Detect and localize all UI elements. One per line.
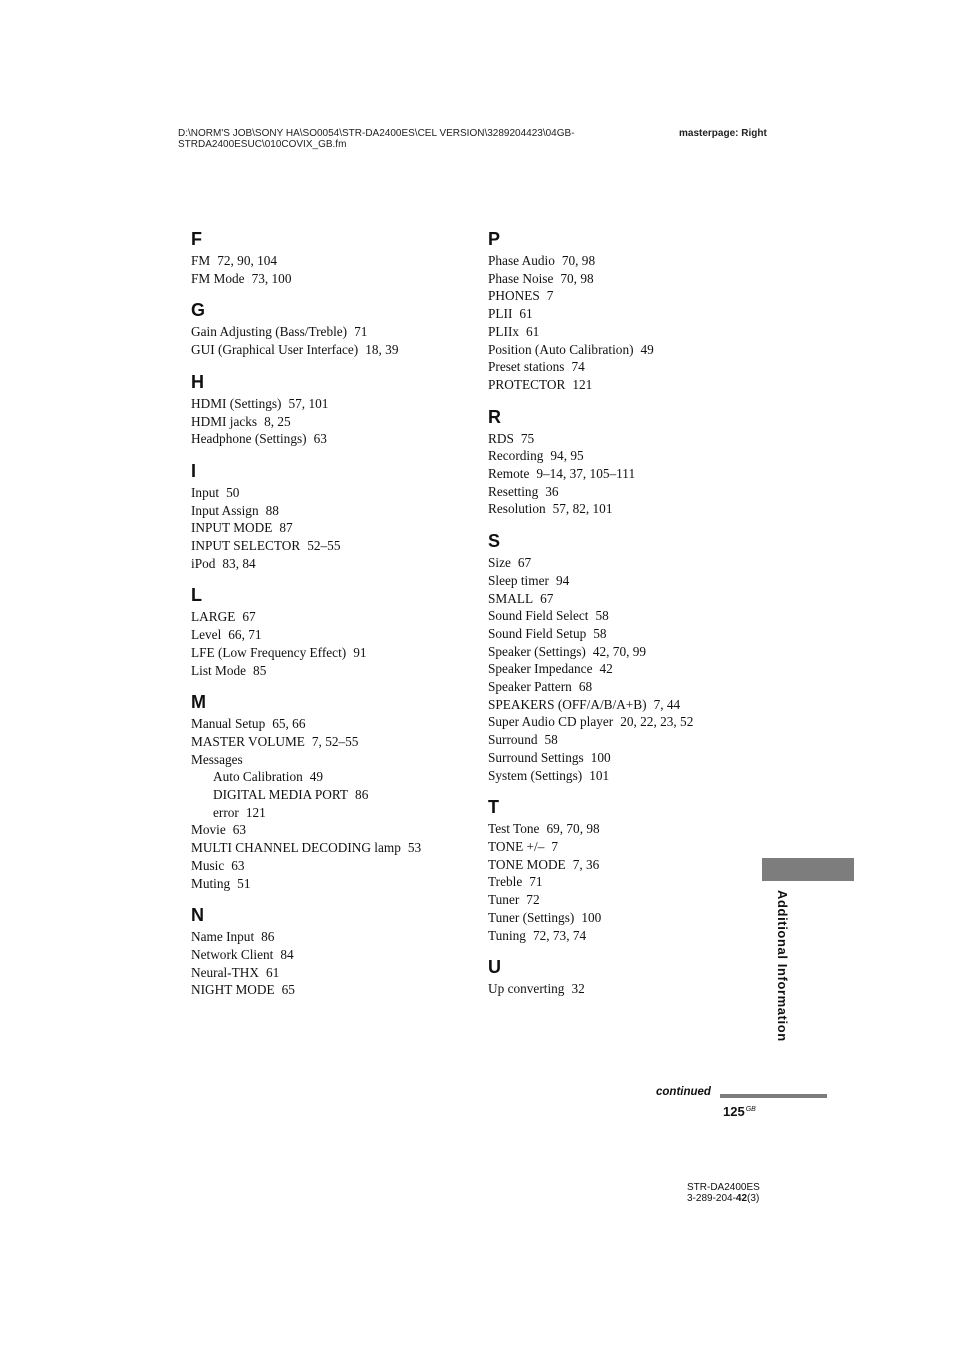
footer-model-info xyxy=(687,1182,760,1204)
index-entry xyxy=(488,678,758,696)
index-term: PLII xyxy=(488,306,513,322)
index-entry xyxy=(488,607,758,625)
index-term: PHONES xyxy=(488,288,540,304)
index-entry xyxy=(488,252,758,270)
index-entry xyxy=(488,465,758,483)
index-entry xyxy=(191,341,461,359)
index-page-refs: 100 xyxy=(581,909,602,925)
index-entry xyxy=(488,856,758,874)
index-term: Tuning xyxy=(488,927,526,943)
index-entry xyxy=(488,358,758,376)
index-term: Sound Field Select xyxy=(488,608,589,624)
index-page-refs: 71 xyxy=(354,324,368,340)
index-term: Sound Field Setup xyxy=(488,625,587,641)
index-entry xyxy=(488,749,758,767)
continued-label: continued xyxy=(656,1086,711,1098)
index-page-refs: 63 xyxy=(231,857,245,873)
index-entry xyxy=(191,252,461,270)
index-page-refs: 57, 101 xyxy=(288,395,329,411)
index-page-refs: 85 xyxy=(253,662,267,678)
index-term: Input Assign xyxy=(191,502,259,518)
index-page-refs: 63 xyxy=(313,431,327,447)
index-page-refs: 7 xyxy=(551,838,559,854)
index-page-refs: 66, 71 xyxy=(228,627,262,643)
index-section-l xyxy=(191,584,461,679)
index-entry xyxy=(191,857,461,875)
index-section-r xyxy=(488,406,758,519)
index-term: Phase Audio xyxy=(488,253,555,268)
index-entry xyxy=(488,500,758,518)
index-term: Resolution xyxy=(488,501,546,517)
index-term: PLIIx xyxy=(488,323,520,339)
index-term: Tuner xyxy=(488,892,520,908)
index-term: Test Tone xyxy=(488,821,540,837)
index-entry xyxy=(488,713,758,731)
index-entry xyxy=(191,733,461,751)
index-entry xyxy=(191,946,461,964)
index-entry xyxy=(488,447,758,465)
index-entry xyxy=(488,838,758,856)
index-page-refs: 20, 22, 23, 52 xyxy=(620,714,694,730)
index-term: Speaker Impedance xyxy=(488,661,593,677)
index-entry xyxy=(488,625,758,643)
index-section-h xyxy=(191,371,461,448)
index-term: Phase Noise xyxy=(488,270,554,286)
index-term: Surround Settings xyxy=(488,749,584,765)
footer-code-suffix: (3) xyxy=(747,1193,760,1204)
index-entry xyxy=(488,376,758,394)
index-page-refs: 36 xyxy=(545,483,559,499)
index-section-p xyxy=(488,228,758,394)
index-page-refs: 58 xyxy=(544,732,558,748)
index-page-refs: 51 xyxy=(237,875,251,891)
index-term: TONE +/– xyxy=(488,838,545,854)
index-letter-heading: M xyxy=(191,692,206,713)
index-page-refs: 57, 82, 101 xyxy=(552,501,613,517)
page-number-suffix: GB xyxy=(745,1106,756,1113)
index-page-refs: 67 xyxy=(540,590,554,606)
index-page-refs: 67 xyxy=(517,555,532,571)
page-number xyxy=(723,1104,756,1119)
index-section-f xyxy=(191,228,461,287)
index-page-refs: 69, 70, 98 xyxy=(546,821,600,837)
section-tab-bar xyxy=(762,858,854,881)
index-entry xyxy=(191,751,461,769)
index-term: NIGHT MODE xyxy=(191,982,275,998)
index-entry xyxy=(191,323,461,341)
index-page-refs: 42, 70, 99 xyxy=(592,643,647,659)
index-term: Name Input xyxy=(191,929,255,945)
index-page-refs: 9–14, 37, 105–111 xyxy=(536,466,636,482)
index-page-refs: 61 xyxy=(265,964,280,980)
index-page-refs: 18, 39 xyxy=(365,342,399,358)
index-letter-heading: H xyxy=(191,371,204,392)
index-letter-heading: F xyxy=(191,229,202,249)
index-page-refs: 100 xyxy=(590,749,611,765)
index-section-u xyxy=(488,956,758,998)
index-page-refs: 121 xyxy=(245,804,266,820)
index-subentry xyxy=(191,786,461,804)
index-term: Network Client xyxy=(191,946,274,962)
index-entry xyxy=(488,731,758,749)
index-term: Level xyxy=(191,627,222,643)
index-term: Recording xyxy=(488,448,544,464)
index-entry xyxy=(191,715,461,733)
index-page-refs: 84 xyxy=(280,946,294,962)
index-page-refs: 72 xyxy=(526,892,540,908)
index-page-refs: 65, 66 xyxy=(272,716,306,732)
index-entry xyxy=(488,873,758,891)
index-subentry xyxy=(191,804,461,822)
index-letter-heading: L xyxy=(191,585,202,606)
index-column-left xyxy=(191,228,461,1011)
index-term: INPUT SELECTOR xyxy=(191,538,301,554)
index-term: GUI (Graphical User Interface) xyxy=(191,342,359,358)
index-term: Input xyxy=(191,484,220,500)
index-term: Remote xyxy=(488,466,530,482)
index-entry xyxy=(488,820,758,838)
index-page-refs: 86 xyxy=(355,787,369,803)
page-number-value: 125 xyxy=(723,1104,745,1119)
index-page-refs: 63 xyxy=(232,822,247,838)
index-term: Auto Calibration xyxy=(213,769,303,785)
index-term: Movie xyxy=(191,822,226,838)
index-letter-heading: T xyxy=(488,797,499,818)
index-letter-heading: N xyxy=(191,905,204,926)
index-entry xyxy=(191,608,461,626)
index-entry xyxy=(488,323,758,341)
index-entry xyxy=(191,555,461,573)
index-letter-heading: G xyxy=(191,300,206,321)
index-entry xyxy=(191,662,461,680)
index-page-refs: 71 xyxy=(529,874,543,890)
index-term: System (Settings) xyxy=(488,767,583,783)
index-page-refs: 50 xyxy=(226,484,240,500)
index-term: Position (Auto Calibration) xyxy=(488,341,634,357)
index-section-m xyxy=(191,691,461,892)
index-page-refs: 61 xyxy=(526,323,540,339)
index-entry xyxy=(191,626,461,644)
index-term: Treble xyxy=(488,874,523,890)
index-entry xyxy=(488,909,758,927)
index-letter-heading: I xyxy=(191,460,197,481)
index-page-refs: 121 xyxy=(572,376,593,392)
index-entry xyxy=(488,572,758,590)
index-subentry xyxy=(191,768,461,786)
index-section-s xyxy=(488,530,758,784)
index-term: iPod xyxy=(191,555,216,571)
index-entry xyxy=(488,980,758,998)
index-entry xyxy=(191,964,461,982)
index-section-g xyxy=(191,299,461,358)
index-entry xyxy=(488,590,758,608)
index-page-refs: 83, 84 xyxy=(222,555,256,571)
index-page-refs: 86 xyxy=(261,929,275,945)
index-page-refs: 67 xyxy=(242,609,256,625)
index-entry xyxy=(191,395,461,413)
index-term: List Mode xyxy=(191,662,247,678)
index-section-t xyxy=(488,796,758,944)
index-term: PROTECTOR xyxy=(488,376,566,392)
index-page-refs: 58 xyxy=(593,625,607,641)
index-entry xyxy=(488,927,758,945)
index-term: SMALL xyxy=(488,590,534,606)
index-term: Size xyxy=(488,555,511,571)
index-term: Up converting xyxy=(488,981,565,997)
index-page-refs: 52–55 xyxy=(307,538,341,554)
file-path-header: D:\NORM'S JOB\SONY HA\SO0054\STR-DA2400ES\CEL VERSION\3289204423\04GB-STRDA2400ESUC\010COVIX_GB.fm xyxy=(178,128,575,150)
index-term: Preset stations xyxy=(488,359,565,375)
index-page-refs: 91 xyxy=(353,644,367,660)
index-entry xyxy=(191,413,461,431)
index-page-refs: 94, 95 xyxy=(550,448,584,464)
index-term: HDMI (Settings) xyxy=(191,395,282,411)
index-term: Messages xyxy=(191,751,243,767)
index-page-refs: 73, 100 xyxy=(251,270,292,286)
index-entry xyxy=(488,287,758,305)
index-page-refs: 58 xyxy=(595,608,609,624)
index-term: Sleep timer xyxy=(488,572,549,588)
index-page-refs: 101 xyxy=(589,767,610,783)
index-term: Muting xyxy=(191,875,231,891)
index-page-refs: 8, 25 xyxy=(264,413,291,429)
index-page-refs: 32 xyxy=(571,981,585,997)
index-column-right xyxy=(488,228,758,1010)
index-entry xyxy=(488,341,758,359)
index-term: DIGITAL MEDIA PORT xyxy=(213,787,349,803)
footer-code-bold: 42 xyxy=(735,1193,748,1204)
index-entry xyxy=(191,537,461,555)
index-entry xyxy=(191,644,461,662)
index-entry xyxy=(488,891,758,909)
index-page-refs: 7, 36 xyxy=(572,856,600,872)
continued-rule xyxy=(720,1094,827,1098)
index-entry xyxy=(191,270,461,288)
index-term: Resetting xyxy=(488,483,539,499)
index-entry xyxy=(191,821,461,839)
index-page-refs: 49 xyxy=(309,769,324,785)
index-entry xyxy=(488,554,758,572)
index-entry xyxy=(191,430,461,448)
footer-code-prefix: 3-289-204- xyxy=(687,1193,736,1204)
index-term: Gain Adjusting (Bass/Treble) xyxy=(191,324,348,340)
footer-model: STR-DA2400ES xyxy=(687,1182,760,1193)
index-entry xyxy=(488,696,758,714)
index-page-refs: 75 xyxy=(520,430,535,446)
index-term: Super Audio CD player xyxy=(488,714,614,730)
index-page-refs: 65 xyxy=(281,982,295,998)
index-entry xyxy=(488,767,758,785)
index-entry xyxy=(488,270,758,288)
section-tab-label: Additional Information xyxy=(775,890,790,1042)
index-term: error xyxy=(213,804,239,820)
index-term: MASTER VOLUME xyxy=(191,733,305,749)
footer-code xyxy=(687,1193,760,1204)
index-section-i xyxy=(191,460,461,573)
index-term: LARGE xyxy=(191,609,236,625)
index-page-refs: 49 xyxy=(640,341,654,357)
index-page-refs: 70, 98 xyxy=(561,253,596,268)
index-term: TONE MODE xyxy=(488,856,566,872)
index-page-refs: 74 xyxy=(571,359,585,375)
index-entry xyxy=(488,430,758,448)
index-term: MULTI CHANNEL DECODING lamp xyxy=(191,840,401,856)
index-term: Speaker (Settings) xyxy=(488,643,586,659)
index-letter-heading: P xyxy=(488,229,501,249)
index-entry xyxy=(488,305,758,323)
index-letter-heading: R xyxy=(488,406,501,427)
index-letter-heading: U xyxy=(488,957,501,978)
index-entry xyxy=(191,981,461,999)
index-entry xyxy=(488,483,758,501)
index-page-refs: 94 xyxy=(555,572,570,588)
index-term: Tuner (Settings) xyxy=(488,909,575,925)
index-section-n xyxy=(191,904,461,999)
index-letter-heading: S xyxy=(488,531,501,552)
index-term: RDS xyxy=(488,430,514,446)
index-term: INPUT MODE xyxy=(191,520,273,536)
index-page-refs: 68 xyxy=(578,679,593,695)
index-page-refs: 7, 44 xyxy=(653,696,681,712)
index-term: FM Mode xyxy=(191,270,245,286)
index-page-refs: 72, 90, 104 xyxy=(217,253,278,268)
index-term: Manual Setup xyxy=(191,716,266,732)
index-page-refs: 88 xyxy=(265,502,279,518)
index-entry xyxy=(191,928,461,946)
index-term: Speaker Pattern xyxy=(488,679,572,695)
index-page-refs: 87 xyxy=(279,520,293,536)
index-term: HDMI jacks xyxy=(191,413,258,429)
index-page-refs: 53 xyxy=(407,840,422,856)
index-entry xyxy=(191,519,461,537)
index-page-refs: 7 xyxy=(546,288,554,304)
index-entry xyxy=(191,484,461,502)
index-entry xyxy=(191,839,461,857)
index-entry xyxy=(488,660,758,678)
index-term: Headphone (Settings) xyxy=(191,431,307,447)
index-term: FM xyxy=(191,253,211,268)
index-page-refs: 42 xyxy=(599,661,613,677)
masterpage-label: masterpage: Right xyxy=(679,128,767,139)
index-term: Neural-THX xyxy=(191,964,259,980)
index-entry xyxy=(191,875,461,893)
index-term: LFE (Low Frequency Effect) xyxy=(191,644,347,660)
index-page-refs: 72, 73, 74 xyxy=(532,927,587,943)
index-term: Surround xyxy=(488,732,538,748)
index-page-refs: 7, 52–55 xyxy=(311,733,359,749)
index-entry xyxy=(488,643,758,661)
index-page-refs: 70, 98 xyxy=(560,270,594,286)
index-entry xyxy=(191,502,461,520)
index-page-refs: 61 xyxy=(519,306,533,322)
index-term: Music xyxy=(191,857,225,873)
index-term: SPEAKERS (OFF/A/B/A+B) xyxy=(488,696,647,712)
